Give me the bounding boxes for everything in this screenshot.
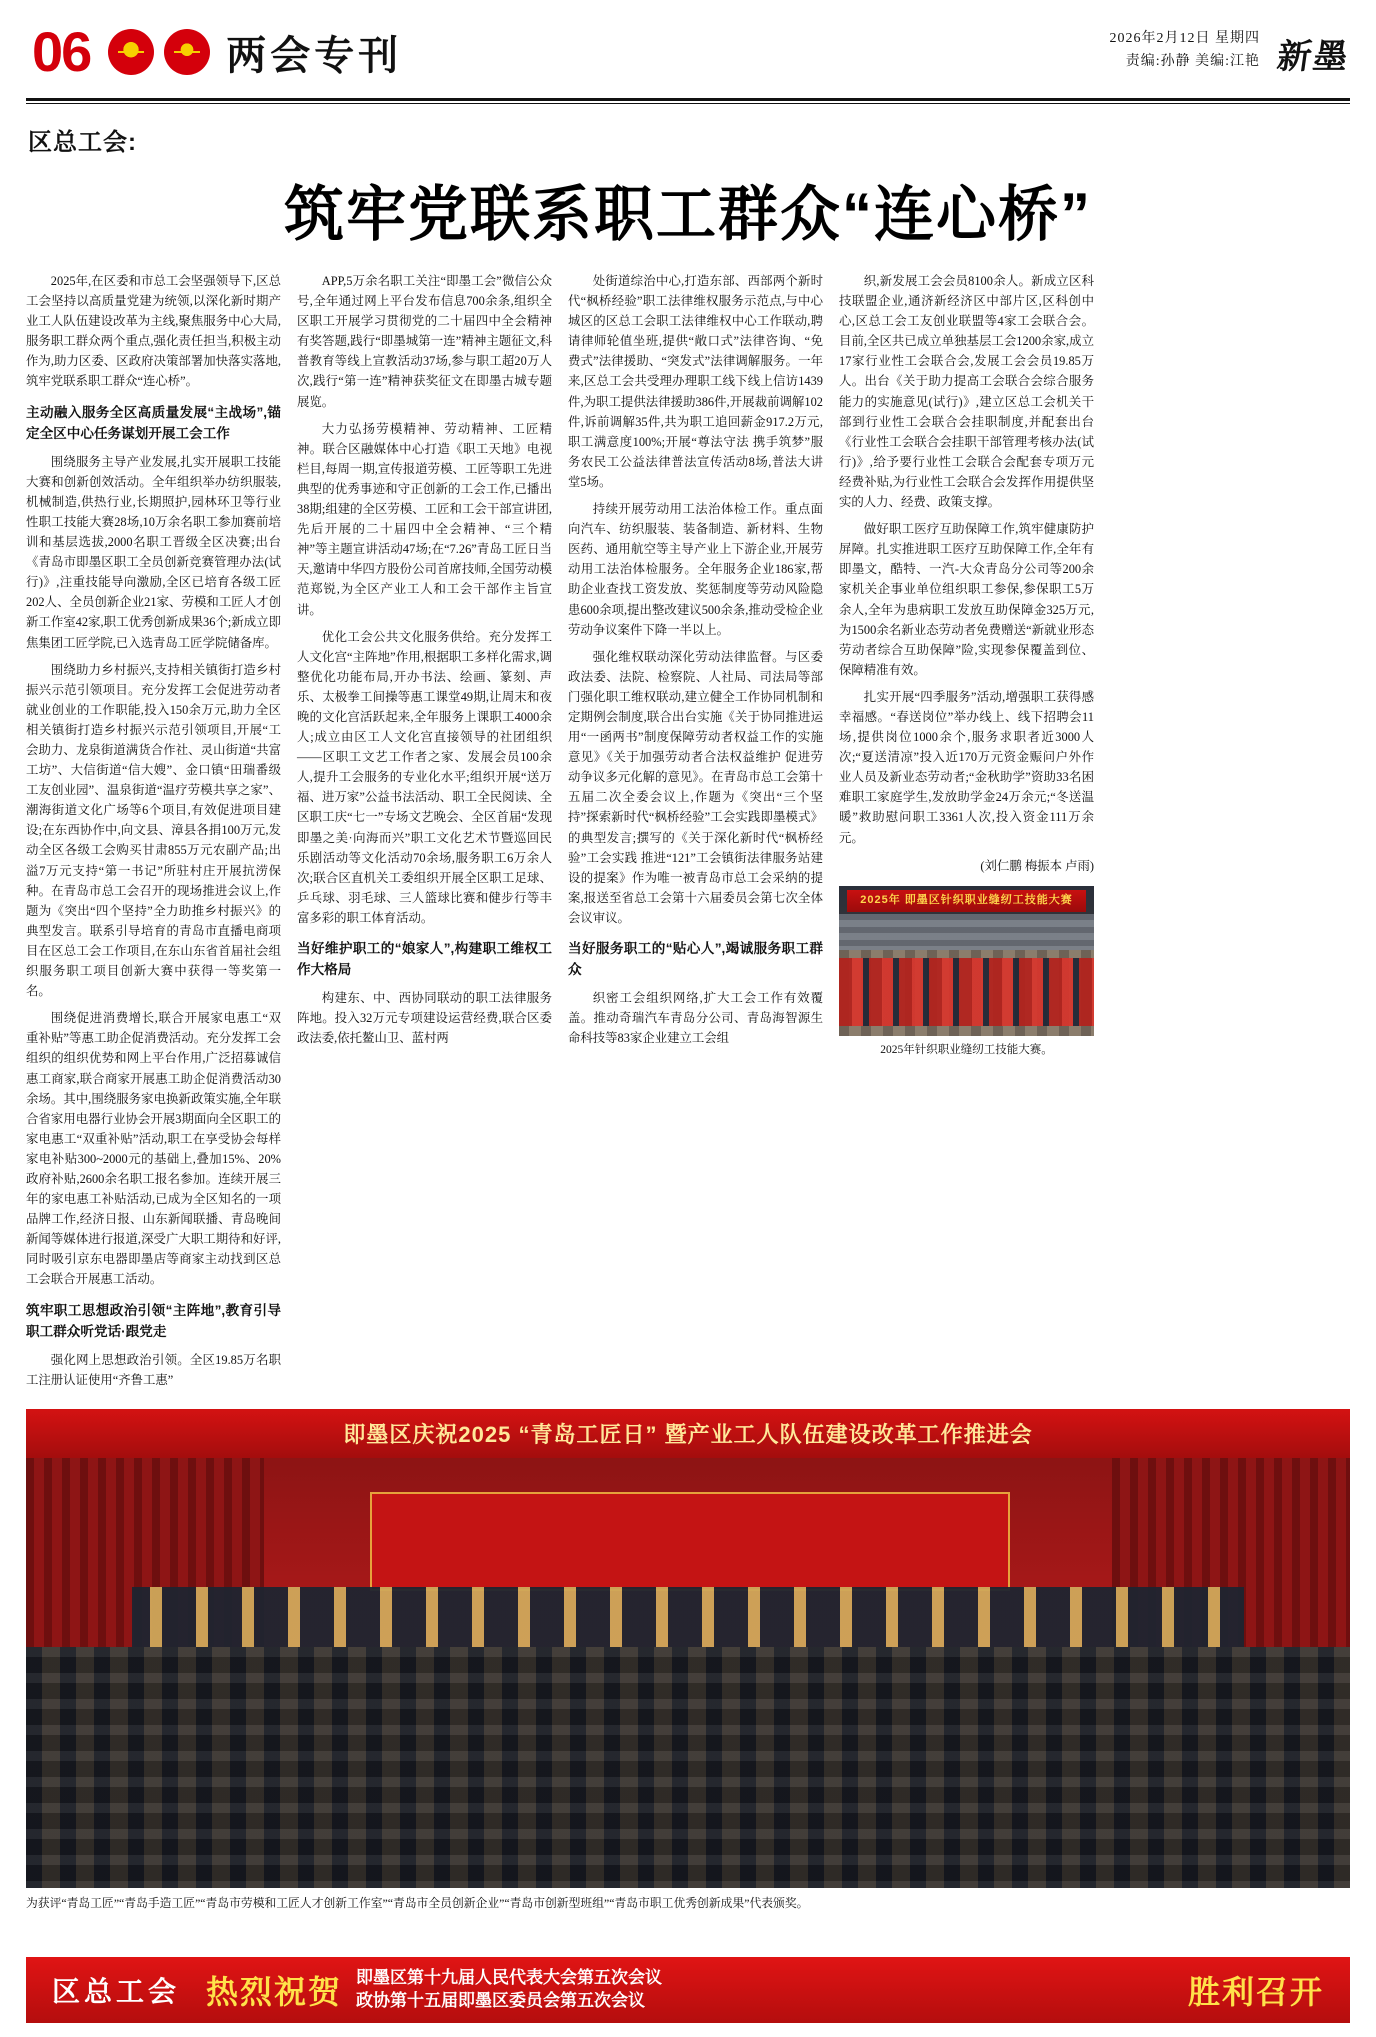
small-photo-block (839, 886, 1094, 1060)
paragraph: 大力弘扬劳模精神、劳动精神、工匠精神。联合区融媒体中心打造《职工天地》电视栏目,每周一期,宣传报道劳模、工匠等职工先进典型的优秀事迹和守正创新的工会工作,已播出38期;组建的全区劳模、工匠和工会干部宣讲团,先后开展的二十届四中全会精神、“三个精神”等主题宣讲活动47场;在“7.26”青岛工匠日当天,邀请中华四方股份公司首席技师,全国劳动模范郑锐,为全区产业工人和工会干部作主旨宣讲。 (297, 421, 552, 617)
paragraph: 优化工会公共文化服务供给。充分发挥工人文化宫“主阵地”作用,根据职工多样化需求,调整优化功能布局,开办书法、绘画、篆刻、声乐、太极拳工间操等惠工课堂49期,让周末和夜晚的文化宫活跃起来,全年服务上课职工4000余人;成立由区工人文化宫直接领导的社团组织——区职工文艺工作者之家、发展会员100余人,提升工会服务的专业化水平;组织开展“送万福、进万家”公益书法活动、职工全民阅读、全区职工庆“七一”专场文艺晚会、全区首届“发现即墨之美·向海而兴”职工文化艺术节暨巡回民乐剧活动等文化活动70余场,服务职工6万余人次;联合区直机关工委组织开展全区职工足球、乒乓球、羽毛球、三人篮球比赛和健步行等丰富多彩的职工体育活动。 (297, 629, 552, 925)
paragraph: 强化维权联动深化劳动法律监督。与区委政法委、法院、检察院、人社局、司法局等部门强化职工维权联动,建立健全工作协同机制和定期例会制度,联合出台实施《关于协同推进运用“一函两书”制度保障劳动者权益工作的实施意见》《关于加强劳动者合法权益维护 促进劳动争议多元化解的意见》。在青岛市总工会第十五届二次全委会议上,作题为《突出“三个坚持”探索新时代“枫桥经验”工会实践即墨模式》的典型发言;撰写的《关于深化新时代“枫桥经验”工会实践 推进“121”工会镇街法律服务站建设的提案》作为唯一被青岛市总工会采纳的提案,报送至省总工会第十六届委员会第七次全体会议审议。 (568, 649, 823, 925)
masthead-right (1110, 27, 1351, 78)
qingdao-craftsman-day-conference-photo (26, 1458, 1350, 1888)
footer-left-label: 区总工会 (52, 1976, 181, 2007)
article-kicker: 区总工会: (28, 129, 137, 156)
masthead-rule (26, 98, 1350, 101)
paragraph: 织,新发展工会会员8100余人。新成立区科技联盟企业,通济新经济区中部片区,区科创中心,区总工会工友创业联盟等4家工会联合会。目前,全区共已成立单独基层工会1200余家,成立17家行业性工会联合会,发展工会会员19.85万人。出台《关于助力提高工会联合会综合服务能力的实施意见(试行)》,建立区总工会机关干部到行业性工会联合会挂职制度,并配套出台《行业性工会联合会挂职干部管理考核办法(试行)》,给予要行业性工会联合会配套专项万元经费补贴,为行业性工会联合会发挥作用提供坚实的人力、经费、政策支撑。 (839, 274, 1094, 510)
paper-logo: 新墨 (1274, 38, 1352, 76)
page-number: 06 (32, 20, 91, 83)
paragraph: 围绕促进消费增长,联合开展家电惠工“双重补贴”等惠工助企促消费活动。充分发挥工会组织的组织优势和网上平台作用,广泛招募诚信惠工商家,联合商家开展惠工助企促消费活动30余场。其中,围绕服务家电换新政策实施,全年联合省家用电器行业协会开展3期面向全区职工的家电惠工“双重补贴”活动,职工在享受协会每样家电补贴300~2000元的基础上,叠加15%、20%政府补贴,2600余名职工报名参加。连续开展三年的家电惠工补贴活动,已成为全区知名的一项品牌工作,经济日报、山东新闻联播、青岛晚间新闻等媒体进行报道,深受广大职工期待和好评,同时吸引京东电器即墨店等商家主动找到区总工会联合开展惠工活动。 (26, 1011, 281, 1287)
column-1 (26, 271, 281, 1397)
photo-people (839, 958, 1094, 1026)
feature-photo-banner: 即墨区庆祝2025 “青岛工匠日” 暨产业工人队伍建设改革工作推进会 (26, 1409, 1350, 1458)
small-photo-caption: 2025年针织职业缝纫工技能大赛。 (880, 1043, 1053, 1056)
paragraph: 处街道综治中心,打造东部、西部两个新时代“枫桥经验”职工法律维权服务示范点,与中心城区的区总工会职工法律维权中心工作联动,聘请律师轮值坐班,提供“敞口式”法律咨询、“免费式”法律援助、“突发式”法律调解服务。一年来,区总工会共受理办理职工线下线上信访1439件,为职工提供法律援助386件,开展裁前调解102件,诉前调解35件,共为职工追回薪金917.2万元,职工满意度100%;开展“尊法守法 携手筑梦”服务农民工公益法律普法宣传活动8场,普法大讲堂5场。 (568, 274, 823, 489)
national-emblem-icon (108, 29, 154, 75)
section-title: 两会专刊 (226, 33, 403, 78)
article-signature: (刘仁鹏 梅振本 卢雨) (980, 858, 1094, 873)
footer-meeting-line-1: 即墨区第十九届人民代表大会第五次会议 (356, 1968, 663, 1988)
paragraph: 2025年,在区委和市总工会坚强领导下,区总工会坚持以高质量党建为统领,以深化新时期产业工人队伍建设改革为主线,聚焦服务中心大局,服务职工群众两个重点,强化责任担当,积极主动作为,助力区委、区政府决策部署加快落实落地,筑牢党联系职工群众“连心桥”。 (26, 274, 281, 389)
photo-stage-screen (370, 1492, 1010, 1591)
subheading: 当好服务职工的“贴心人”,竭诚服务职工群众 (568, 941, 823, 978)
photo-ceiling (839, 914, 1094, 954)
paragraph: APP,5万余名职工关注“即墨工会”微信公众号,全年通过网上平台发布信息700余条,组织全区职工开展学习贯彻党的二十届四中全会精神有奖答题,践行“即墨城第一连”精神主题征文,科普教育等线上宣教活动37场,参与职工超20万人次,践行“第一连”精神获奖征文在即墨古城专题展览。 (297, 274, 552, 409)
paragraph: 织密工会组织网络,扩大工会工作有效覆盖。推动奇瑞汽车青岛分公司、青岛海智源生命科技等83家企业建立工会组 (568, 991, 823, 1046)
union-emblem-icon (164, 29, 210, 75)
subheading: 主动融入服务全区高质量发展“主战场”,锚定全区中心任务谋划开展工会工作 (26, 404, 281, 441)
footer-congrats: 热烈祝贺 (206, 1974, 343, 2010)
subheading: 筑牢职工思想政治引领“主阵地”,教育引导职工群众听党话·跟党走 (26, 1302, 281, 1339)
subheading: 当好维护职工的“娘家人”,构建职工维权工作大格局 (297, 941, 552, 978)
page-title: 筑牢党联系职工群众“连心桥” (284, 181, 1092, 248)
paragraph: 强化网上思想政治引领。全区19.85万名职工注册认证使用“齐鲁工惠” (26, 1352, 281, 1387)
publish-date: 2026年2月12日 星期四 (1109, 30, 1260, 46)
paragraph: 做好职工医疗互助保障工作,筑牢健康防护屏障。扎实推进职工医疗互助保障工作,全年有即墨文，酷特、一汽-大众青岛分公司等200余家机关企事业单位组织职工参保,参保职工5万余人,全年为患病职工发放互助保障金325万元,为1500余名新业态劳动者免费赠送“新就业形态劳动者综合互助保障”险,实现参保覆盖到位、保障精准有效。 (839, 522, 1094, 677)
emblems (108, 29, 210, 75)
masthead-meta (1110, 27, 1261, 75)
footer-banner (26, 1957, 1350, 2023)
masthead (26, 0, 1350, 94)
footer-right-label: 胜利召开 (1187, 1974, 1324, 2010)
column-2 (297, 271, 552, 1055)
paragraph: 扎实开展“四季服务”活动,增强职工获得感幸福感。“春送岗位”举办线上、线下招聘会11场,提供岗位1000余个,服务求职者近3000人次;“夏送清凉”投入近170万元资金赈问户外作业人员及新业态劳动者;“金秋助学”资助33名困难职工家庭学生,发放助学金24万余元;“冬送温暖”救助慰问职工3361人次,投入资金111万余元。 (839, 689, 1094, 845)
footer-meeting-line-2: 政协第十五届即墨区委员会第五次会议 (356, 1991, 646, 2010)
paragraph: 构建东、中、西协同联动的职工法律服务阵地。投入32万元专项建设运营经费,联合区委政法委,依托鳌山卫、蓝村两 (297, 991, 552, 1046)
column-3 (568, 271, 823, 1055)
article-columns (26, 271, 1350, 1397)
photo-audience (26, 1647, 1350, 1888)
editors-credit: 责编:孙静 美编:江艳 (1125, 54, 1260, 70)
column-4 (839, 271, 1094, 1059)
photo-award-recipients (132, 1587, 1244, 1656)
footer-meetings (356, 1967, 662, 2013)
masthead-rule-thin (26, 103, 1350, 104)
paragraph: 围绕服务主导产业发展,扎实开展职工技能大赛和创新创效活动。全年组织举办纺织服装,机械制造,供热行业,长期照护,园林环卫等行业性职工技能大赛28场,10万余名职工参加赛前培训和基层选拔,2000名职工晋级全区决赛;出台《青岛市即墨区职工全员创新竞赛管理办法(试行)》,注重技能导向激励,全区已培育各级工匠202人、全员创新企业21家、劳模和工匠人才创新工作室42家,职工优秀创新成果36个;新成立即焦集团工匠学院,已入选青岛工匠学院储备库。 (26, 454, 281, 650)
paragraph: 持续开展劳动用工法治体检工作。重点面向汽车、纺织服装、装备制造、新材料、生物医药、通用航空等主导产业上下游企业,开展劳动用工法治体检服务。全年服务企业186家,帮助企业查找工资发放、奖惩制度等劳动风险隐患600余项,提出整改建议500余条,推动受检企业劳动争议案件下降一半以上。 (568, 502, 823, 637)
feature-photo-block (26, 1409, 1350, 1913)
sewing-skills-competition-photo (839, 886, 1094, 1036)
small-photo-banner: 2025年 即墨区针织职业缝纫工技能大赛 (847, 890, 1086, 912)
paragraph: 围绕助力乡村振兴,支持相关镇街打造乡村振兴示范引领项目。充分发挥工会促进劳动者就业创业的工作职能,投入150余万元,助力全区相关镇街打造乡村振兴示范引领项目,开展“工会助力、龙泉街道满货合作社、灵山街道“共富工坊”、大信街道“信大嫂”、金口镇“田瑞番级工友创业园”、温泉街道“温疗劳模共享之家”、潮海街道文化广场等6个项目,有效促进项目建设;在东西协作中,向文县、漳县各捐100万元,发动全区各级工会购买甘肃855万元农副产品;出溢7万元支持“第一书记”所驻村庄开展抗涝保种。在青岛市总工会召开的现场推进会议上,作题为《突出“四个坚持”全力助推乡村振兴》的典型发言。联系引导培育的青岛市直播电商项目在区总工会工作项目,在东山东省首届社会组织服务职工项目创新大赛中获得一等奖第一名。 (26, 662, 281, 999)
feature-photo-caption: 为获评“青岛工匠”“青岛手造工匠”“青岛市劳模和工匠人才创新工作室”“青岛市全员创新企业”“青岛市创新型班组”“青岛市职工优秀创新成果”代表颁奖。 (26, 1895, 809, 1910)
